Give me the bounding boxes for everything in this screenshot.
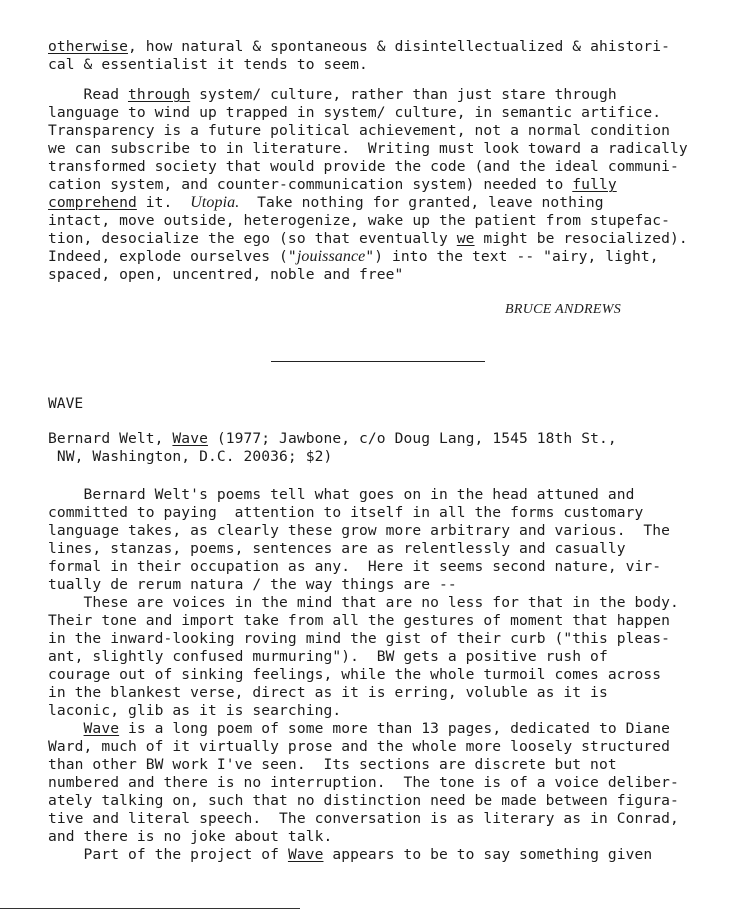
section-heading: WAVE xyxy=(48,395,84,412)
review-line-3: language takes, as clearly these grow more arbitrary and various. The xyxy=(48,522,671,539)
review-line-11: courage out of sinking feelings, while the whole turmoil comes across xyxy=(48,666,662,683)
review-line-1: Bernard Welt's poems tell what goes on in the head attuned and xyxy=(48,486,635,503)
review-line-7: These are voices in the mind that are no less for that in the body. xyxy=(48,594,679,611)
underlined-word: fully xyxy=(572,176,617,193)
review-line-14: Wave is a long poem of some more than 13 pages, dedicated to Diane xyxy=(83,720,671,737)
book-title: Wave xyxy=(172,430,208,447)
essay-line-4: language to wind up trapped in system/ culture, in semantic artifice. xyxy=(48,104,662,121)
essay-line-6: we can subscribe to in literature. Writing must look toward a radically xyxy=(48,140,688,157)
section-divider xyxy=(271,361,485,362)
review-line-15: Ward, much of it virtually prose and the whole more loosely structured xyxy=(48,738,671,755)
essay-line-8: cation system, and counter-communication system) needed to fully xyxy=(48,176,617,193)
essay-line-13: spaced, open, uncentred, noble and free" xyxy=(48,266,404,283)
underlined-word: otherwise xyxy=(48,38,128,55)
review-line-4: lines, stanzas, poems, sentences are as relentlessly and casually xyxy=(48,540,626,557)
review-line-6: tually de rerum natura / the way things are -- xyxy=(48,576,457,593)
review-line-17: numbered and there is no interruption. The tone is of a voice deliber- xyxy=(48,774,679,791)
underlined-word: we xyxy=(456,230,475,247)
essay-line-3: Read through system/ culture, rather than just stare through xyxy=(48,86,617,103)
author-signature: BRUCE ANDREWS xyxy=(505,302,622,317)
review-line-16: than other BW work I've seen. Its sections are discrete but not xyxy=(48,756,617,773)
review-line-13: laconic, glib as it is searching. xyxy=(48,702,342,719)
review-line-20: and there is no joke about talk. xyxy=(48,828,333,845)
italic-word: Utopia. xyxy=(190,194,240,211)
citation-line-1: Bernard Welt, Wave (1977; Jawbone, c/o Doug Lang, 1545 18th St., xyxy=(48,430,617,447)
review-line-8: Their tone and import take from all the gestures of moment that happen xyxy=(48,612,671,629)
page-bottom-rule xyxy=(0,908,300,909)
essay-line-1: otherwise, how natural & spontaneous & disintellectualized & ahistori- xyxy=(48,38,671,55)
essay-line-12: Indeed, explode ourselves ("jouissance") into the text -- "airy, light, xyxy=(48,248,659,265)
review-line-12: in the blankest verse, direct as it is erring, voluble as it is xyxy=(48,684,608,701)
review-line-2: committed to paying attention to itself in all the forms customary xyxy=(48,504,644,521)
review-line-19: tive and literal speech. The conversation is as literary as in Conrad, xyxy=(48,810,679,827)
italic-word: jouissance xyxy=(296,248,366,265)
essay-line-2: cal & essentialist it tends to seem. xyxy=(48,56,368,73)
essay-line-7: transformed society that would provide the code (and the ideal communi- xyxy=(48,158,679,175)
review-line-9: in the inward-looking roving mind the gist of their curb ("this pleas- xyxy=(48,630,671,647)
review-line-5: formal in their occupation as any. Here it seems second nature, vir- xyxy=(48,558,662,575)
essay-line-10: intact, move outside, heterogenize, wake up the patient from stupefac- xyxy=(48,212,671,229)
essay-line-5: Transparency is a future political achievement, not a normal condition xyxy=(48,122,671,139)
underlined-word: through xyxy=(127,86,191,103)
citation-line-2: NW, Washington, D.C. 20036; $2) xyxy=(48,448,333,465)
review-line-21: Part of the project of Wave appears to be to say something given xyxy=(48,846,653,863)
book-title: Wave xyxy=(83,720,120,737)
review-line-10: ant, slightly confused murmuring"). BW gets a positive rush of xyxy=(48,648,608,665)
book-title: Wave xyxy=(287,846,324,863)
essay-line-11: tion, desocialize the ego (so that eventually we might be resocialized). xyxy=(48,230,688,247)
underlined-word: comprehend xyxy=(48,194,137,211)
review-line-18: ately talking on, such that no distinction need be made between figura- xyxy=(48,792,679,809)
essay-line-9: comprehend it. Utopia. Take nothing for granted, leave nothing xyxy=(48,194,604,211)
